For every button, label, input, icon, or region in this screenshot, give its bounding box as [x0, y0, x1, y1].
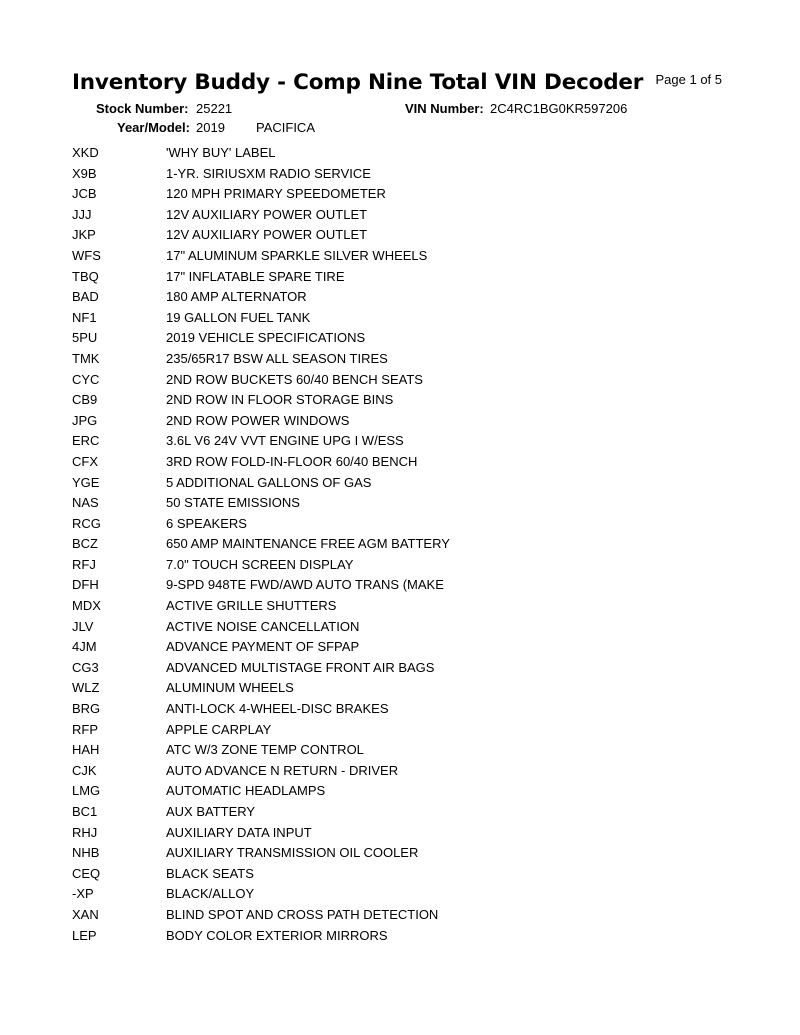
option-description: ACTIVE NOISE CANCELLATION [166, 618, 360, 634]
option-code: JLV [72, 618, 94, 634]
option-code: DFH [72, 577, 99, 593]
option-row [0, 598, 800, 619]
option-code: TMK [72, 350, 100, 366]
option-row [0, 433, 800, 454]
option-row [0, 536, 800, 557]
option-code: XAN [72, 906, 99, 922]
option-description: 7.0" TOUCH SCREEN DISPLAY [166, 556, 354, 572]
option-row [0, 330, 800, 351]
option-description: ALUMINUM WHEELS [166, 680, 294, 696]
option-description: 2ND ROW BUCKETS 60/40 BENCH SEATS [166, 371, 423, 387]
option-description: BODY COLOR EXTERIOR MIRRORS [166, 927, 388, 943]
option-row [0, 289, 800, 310]
option-description: 1-YR. SIRIUSXM RADIO SERVICE [166, 165, 371, 181]
option-row [0, 207, 800, 228]
option-code: RFJ [72, 556, 96, 572]
option-row [0, 886, 800, 907]
option-description: 12V AUXILIARY POWER OUTLET [166, 206, 368, 222]
option-row [0, 907, 800, 928]
option-code: 4JM [72, 639, 97, 655]
option-code: CG3 [72, 659, 99, 675]
option-code: -XP [72, 886, 94, 902]
option-row [0, 680, 800, 701]
option-description: ADVANCE PAYMENT OF SFPAP [166, 639, 360, 655]
option-row [0, 577, 800, 598]
option-code: 5PU [72, 330, 98, 346]
option-description: 2ND ROW POWER WINDOWS [166, 412, 350, 428]
option-code: LEP [72, 927, 97, 943]
vin-number-value: 2C4RC1BG0KR597206 [490, 101, 628, 116]
option-description: BLACK/ALLOY [166, 886, 255, 902]
option-code: RCG [72, 515, 101, 531]
option-code: JCB [72, 186, 97, 202]
option-row [0, 248, 800, 269]
option-row [0, 351, 800, 372]
option-code-list [0, 145, 800, 948]
option-description: 235/65R17 BSW ALL SEASON TIRES [166, 350, 388, 366]
option-code: CFX [72, 453, 98, 469]
option-code: JJJ [72, 206, 92, 222]
option-code: YGE [72, 474, 100, 490]
option-code: CJK [72, 762, 97, 778]
option-row [0, 845, 800, 866]
option-row [0, 413, 800, 434]
option-code: MDX [72, 598, 101, 614]
option-code: XKD [72, 145, 99, 160]
option-description: 12V AUXILIARY POWER OUTLET [166, 227, 368, 243]
option-row [0, 372, 800, 393]
option-code: NF1 [72, 309, 97, 325]
option-description: 50 STATE EMISSIONS [166, 495, 300, 511]
page-title: Inventory Buddy - Comp Nine Total VIN Decoder [72, 70, 644, 95]
option-row [0, 392, 800, 413]
option-row [0, 660, 800, 681]
option-row [0, 310, 800, 331]
option-row [0, 454, 800, 475]
option-description: 17" ALUMINUM SPARKLE SILVER WHEELS [166, 247, 428, 263]
option-description: 5 ADDITIONAL GALLONS OF GAS [166, 474, 372, 490]
option-description: 2019 VEHICLE SPECIFICATIONS [166, 330, 366, 346]
option-description: 650 AMP MAINTENANCE FREE AGM BATTERY [166, 536, 450, 552]
option-description: ACTIVE GRILLE SHUTTERS [166, 598, 337, 614]
stock-number-label: Stock Number: [96, 101, 189, 116]
option-row [0, 928, 800, 949]
option-description: BLIND SPOT AND CROSS PATH DETECTION [166, 906, 439, 922]
option-description: 3RD ROW FOLD-IN-FLOOR 60/40 BENCH [166, 453, 418, 469]
option-row [0, 475, 800, 496]
option-row [0, 783, 800, 804]
option-code: BC1 [72, 804, 98, 819]
option-code: CEQ [72, 865, 101, 881]
option-description: 3.6L V6 24V VVT ENGINE UPG I W/ESS [166, 433, 404, 449]
option-row [0, 227, 800, 248]
option-description: APPLE CARPLAY [166, 721, 272, 737]
option-code: ERC [72, 433, 100, 449]
option-row [0, 825, 800, 846]
option-description: AUXILIARY TRANSMISSION OIL COOLER [166, 845, 419, 861]
option-description: 19 GALLON FUEL TANK [166, 309, 311, 325]
option-description: AUTO ADVANCE N RETURN - DRIVER [166, 762, 399, 778]
option-code: CB9 [72, 392, 98, 408]
year-model-label: Year/Model: [117, 120, 190, 135]
option-code: NAS [72, 495, 99, 511]
option-row [0, 619, 800, 640]
option-row [0, 495, 800, 516]
option-row [0, 145, 800, 166]
vin-number-label: VIN Number: [405, 101, 484, 116]
option-code: LMG [72, 783, 101, 799]
option-description: 6 SPEAKERS [166, 515, 247, 531]
option-row [0, 166, 800, 187]
option-description: AUTOMATIC HEADLAMPS [166, 783, 326, 799]
option-row [0, 701, 800, 722]
page-number: Page 1 of 5 [655, 72, 722, 87]
option-row [0, 742, 800, 763]
stock-number-value: 25221 [196, 101, 233, 116]
option-description: ATC W/3 ZONE TEMP CONTROL [166, 742, 364, 758]
option-description: 120 MPH PRIMARY SPEEDOMETER [166, 186, 386, 202]
option-description: 17" INFLATABLE SPARE TIRE [166, 268, 345, 284]
option-description: 'WHY BUY' LABEL [166, 145, 276, 160]
option-description: 180 AMP ALTERNATOR [166, 289, 307, 305]
option-code: BCZ [72, 536, 98, 552]
option-row [0, 722, 800, 743]
option-code: BAD [72, 289, 99, 305]
option-code: TBQ [72, 268, 99, 284]
option-row [0, 557, 800, 578]
option-code: BRG [72, 701, 101, 717]
option-row [0, 186, 800, 207]
option-description: AUXILIARY DATA INPUT [166, 824, 312, 840]
option-description: AUX BATTERY [166, 804, 256, 819]
option-code: RFP [72, 721, 98, 737]
option-description: ANTI-LOCK 4-WHEEL-DISC BRAKES [166, 701, 389, 717]
option-row [0, 763, 800, 784]
option-row [0, 804, 800, 825]
option-code: JPG [72, 412, 98, 428]
option-row [0, 516, 800, 537]
option-code: JKP [72, 227, 96, 243]
year-value: 2019 [196, 120, 225, 135]
option-code: WLZ [72, 680, 100, 696]
option-code: X9B [72, 165, 97, 181]
option-row [0, 866, 800, 887]
option-code: WFS [72, 247, 101, 263]
option-description: 2ND ROW IN FLOOR STORAGE BINS [166, 392, 394, 408]
option-row [0, 269, 800, 290]
model-value: PACIFICA [256, 120, 315, 135]
option-description: ADVANCED MULTISTAGE FRONT AIR BAGS [166, 659, 435, 675]
option-code: RHJ [72, 824, 98, 840]
option-description: 9-SPD 948TE FWD/AWD AUTO TRANS (MAKE [166, 577, 444, 593]
option-code: NHB [72, 845, 100, 861]
option-row [0, 639, 800, 660]
option-code: CYC [72, 371, 100, 387]
option-description: BLACK SEATS [166, 865, 254, 881]
option-code: HAH [72, 742, 100, 758]
